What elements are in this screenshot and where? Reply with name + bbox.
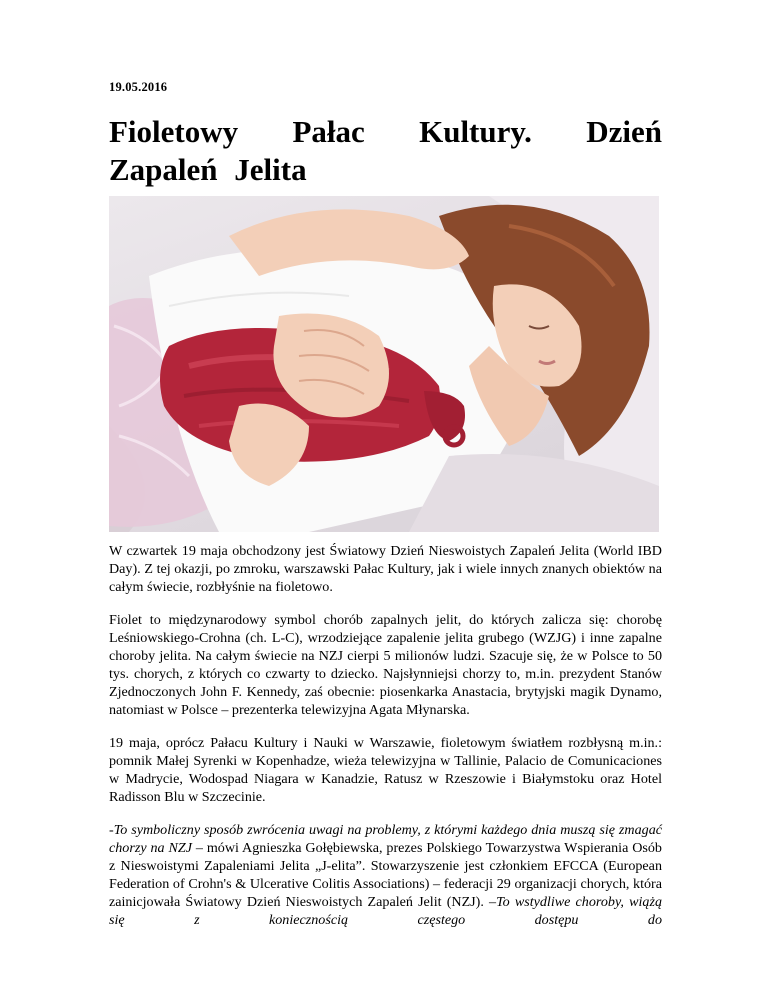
publication-date: 19.05.2016 — [109, 80, 168, 94]
paragraph-2: Fiolet to międzynarodowy symbol chorób zapalnych jelit, do których zalicza się: chorobę Leśniowskiego-Crohna (ch. L-C), wrzodziejące zapalenie jelita grubego (WZJG) i inne zapalne choroby jelita. Na całym świecie na NZJ cierpi 5 milionów ludzi. Szacuje się, że w Polsce to 50 tys. chorych, z których co czwarty to dziecko. Najsłynniejsi chorzy to, m.in. prezydent Stanów Zjednoczonych John F. Kennedy, zaś obecnie: piosenkarka Anastacia, brytyjski magik Dynamo, natomiast w Polsce – prezenterka telewizyjna Agata Młynarska. — [109, 612, 662, 718]
paragraph-3: 19 maja, oprócz Pałacu Kultury i Nauki w Warszawie, fioletowym światłem rozbłysną m.in.: pomnik Małej Syrenki w Kopenhadze, wieża telewizyjna w Tallinie, Palacio de Comunicaciones w Madrycie, Wodospad Niagara w Kanadzie, Ratusz w Rzeszowie i Białymstoku oraz Hotel Radisson Blu w Szczecinie. — [109, 735, 662, 805]
paragraph-4-quote — [109, 821, 662, 929]
article-photo — [109, 196, 659, 532]
woman-with-hot-water-bottle-illustration — [109, 196, 659, 532]
article-title: Fioletowy Pałac Kultury. Dzień Zapaleń Jelita — [109, 114, 662, 187]
paragraph-1: W czwartek 19 maja obchodzony jest Światowy Dzień Nieswoistych Zapaleń Jelita (World IBD Day). Z tej okazji, po zmroku, warszawski Pałac Kultury, jak i wiele innych znanych obiektów na całym świecie, rozbłyśnie na fioletowo. — [109, 543, 662, 595]
quote-italic-1: -To symboliczny sposób zwrócenia uwagi na problemy, z którymi każdego dnia muszą się zmagać chorzy na NZJ — [109, 822, 662, 856]
quote-italic-2: To wstydliwe choroby, wiążą się z koniecznością częstego dostępu do — [109, 894, 662, 928]
article-body — [109, 542, 662, 944]
quote-attribution: – mówi Agnieszka Gołębiewska, prezes Polskiego Towarzystwa Wspierania Osób z Nieswoistymi Zapaleniami Jelita „J-elita”. Stowarzyszenie jest członkiem EFCCA (European Federation of Crohn's & Ulcerative Colitis Associations) – federacji 29 organizacji chorych, która zainicjowała Światowy Dzień Nieswoistych Zapaleń Jelit (NZJ). – — [109, 840, 662, 910]
